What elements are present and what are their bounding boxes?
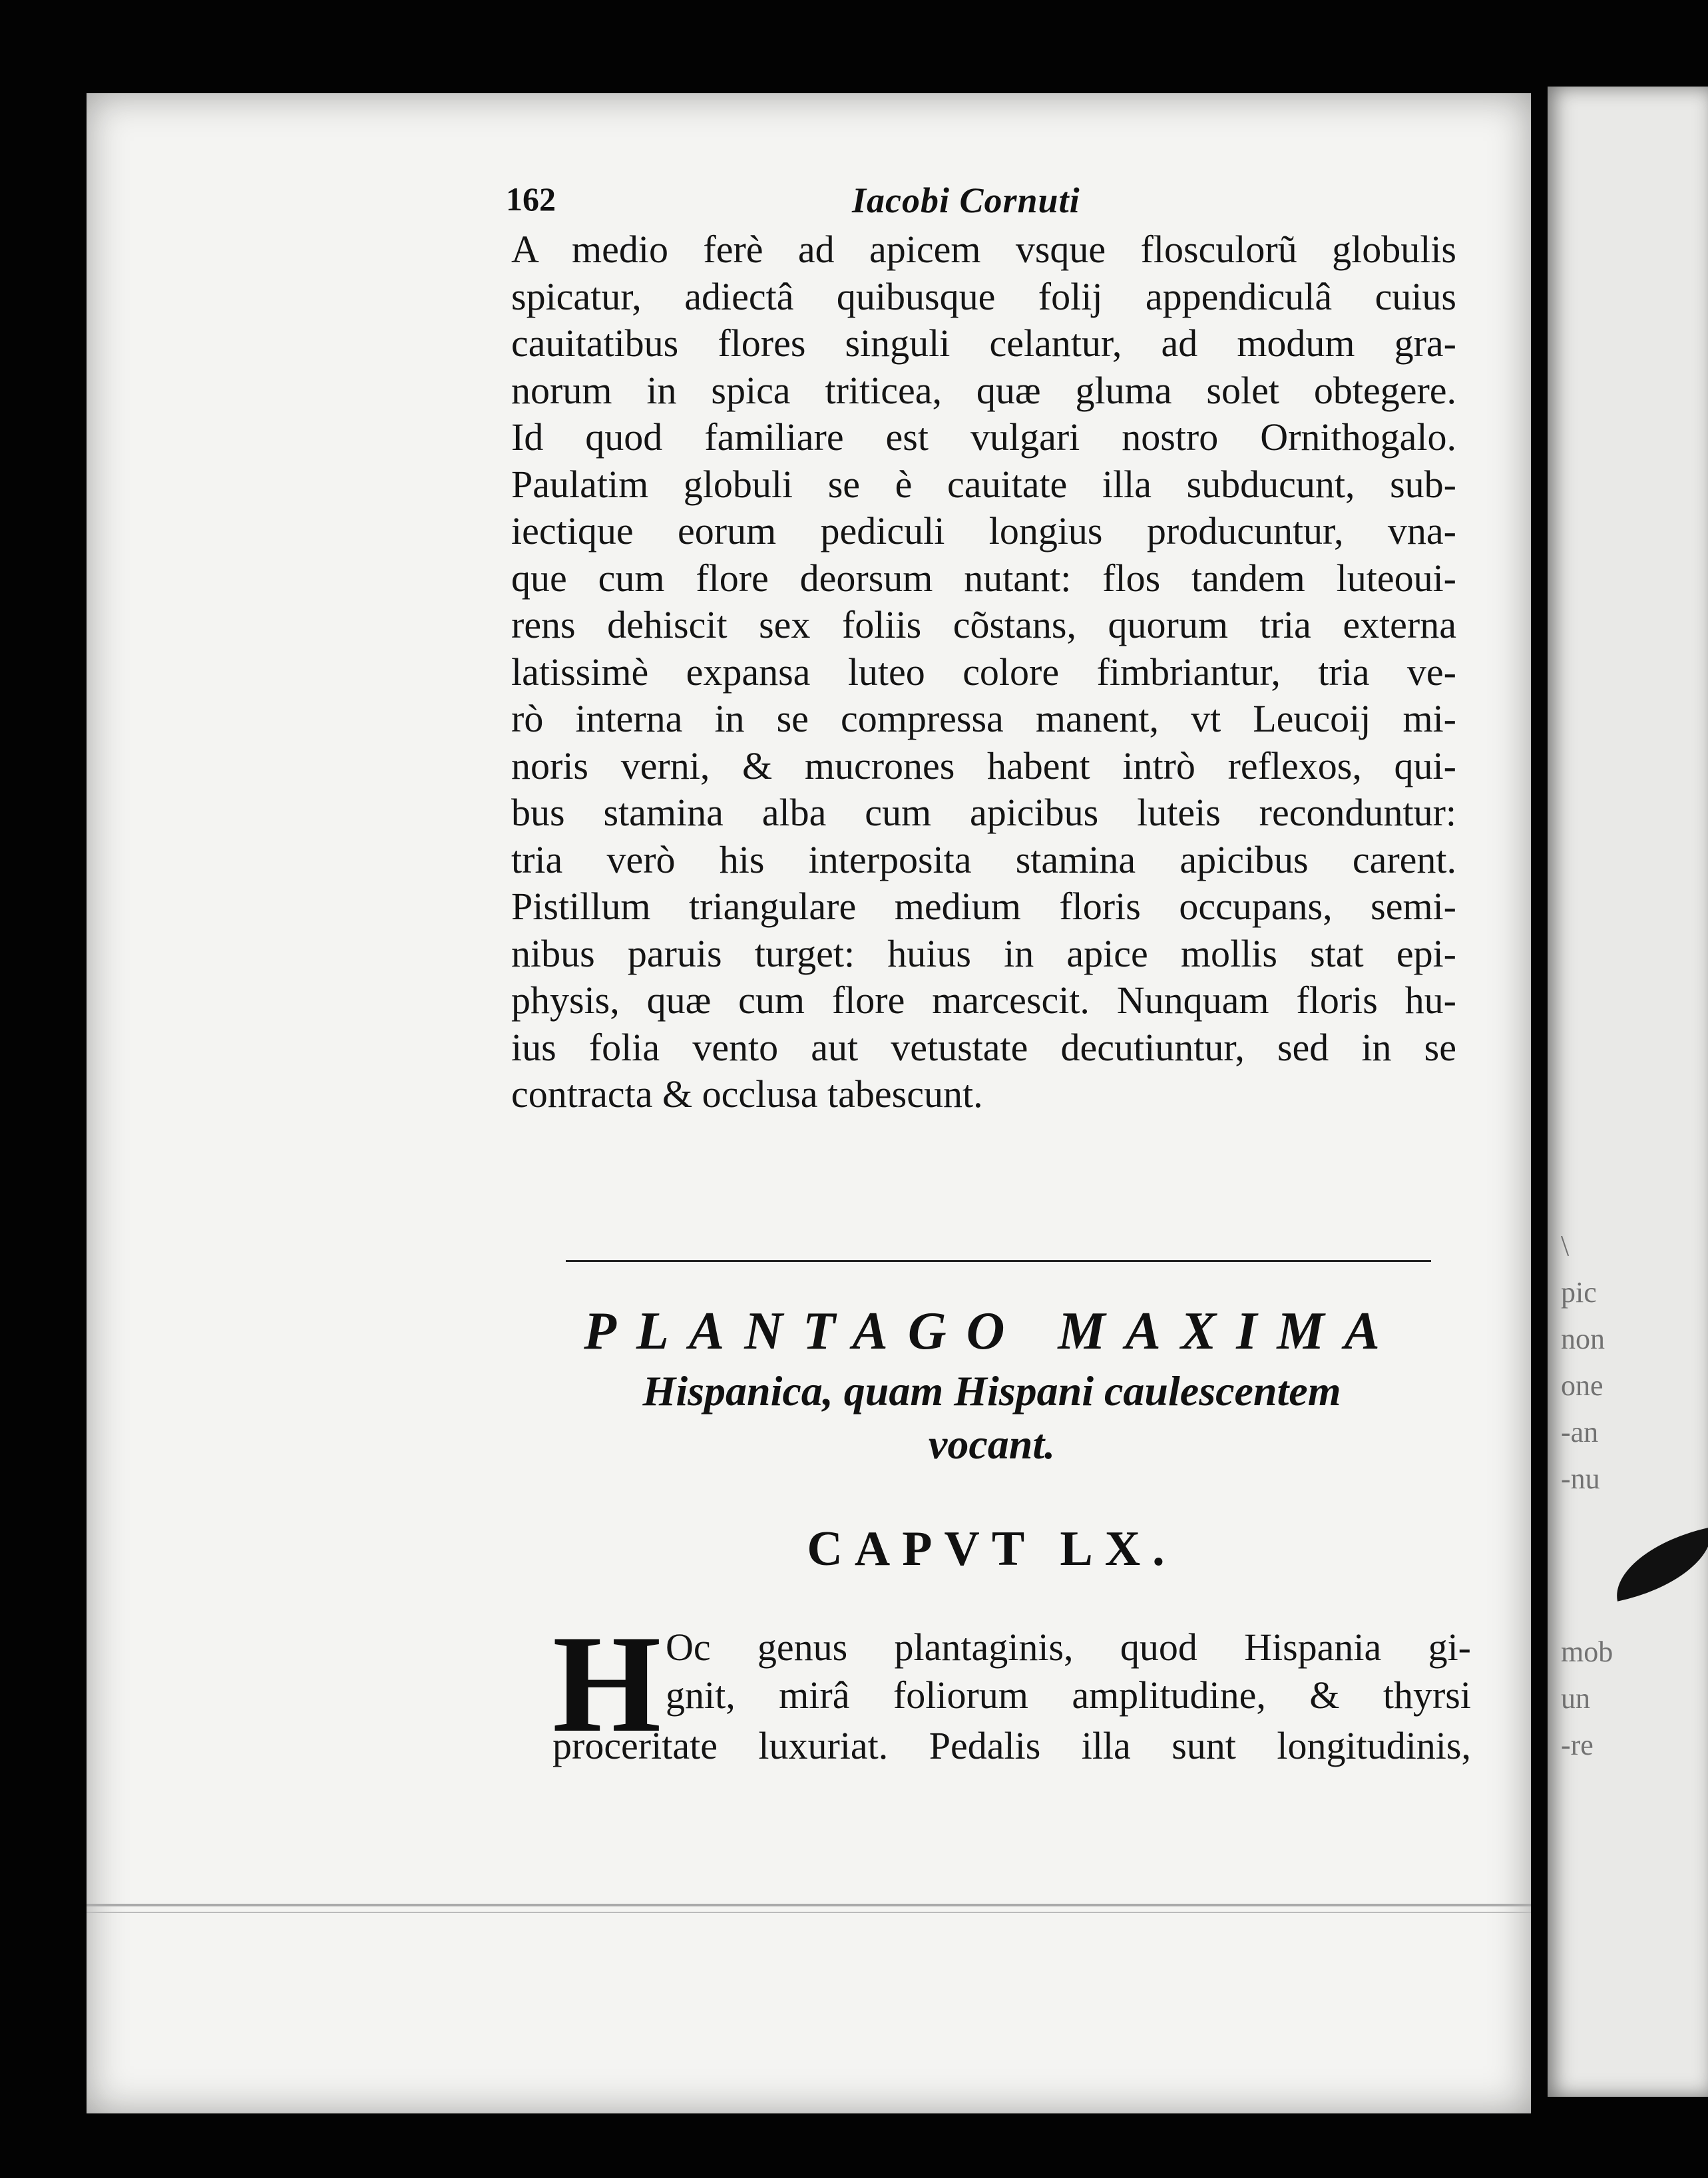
text-line: norum in spica triticea, quæ gluma solet obtegere. <box>511 368 1456 412</box>
ink-blot-illustration <box>1606 1527 1708 1602</box>
text-line: Id quod familiare est vulgari nostro Ornithogalo. <box>511 415 1456 459</box>
text-line: tria verò his interposita stamina apicibus carent. <box>511 837 1456 881</box>
chapter-number: CAPVT LX. <box>807 1522 1177 1576</box>
running-head <box>506 180 1464 233</box>
chapter-title <box>519 1298 1464 1471</box>
chapter-title-line: PLANTAGO MAXIMA <box>584 1302 1400 1361</box>
text-line: rens dehiscit sex foliis cõstans, quorum tria externa <box>511 603 1456 646</box>
drop-cap: H <box>552 1607 662 1761</box>
text-line: proceritate luxuriat. Pedalis illa sunt longitudinis, <box>552 1724 1471 1767</box>
text-line: Oc genus plantaginis, quod Hispania gi- <box>666 1626 1471 1669</box>
bleed-text: non <box>1561 1323 1605 1355</box>
text-line: noris verni, & mucrones habent intrò reflexos, qui- <box>511 744 1456 787</box>
text-line: latissimè expansa luteo colore fimbriantur, tria ve- <box>511 650 1456 694</box>
bleed-text: one <box>1561 1369 1603 1402</box>
adjacent-page-edge <box>1548 87 1708 2097</box>
bleed-text: pic <box>1561 1276 1597 1309</box>
text-line: contracta & occlusa tabescunt. <box>511 1072 983 1116</box>
bleed-text: -an <box>1561 1416 1599 1448</box>
section-divider <box>566 1260 1431 1262</box>
scan-artifact-line <box>87 1912 1531 1913</box>
text-line: A medio ferè ad apicem vsque flosculorũ globulis <box>511 228 1456 271</box>
text-line: Pistillum triangulare medium floris occupans, semi- <box>511 885 1456 928</box>
text-line: gnit, mirâ foliorum amplitudine, & thyrsi <box>666 1673 1471 1717</box>
text-line: physis, quæ cum flore marcescit. Nunquam floris hu- <box>511 979 1456 1022</box>
body-paragraph <box>511 226 1456 1118</box>
text-line: spicatur, adiectâ quibusque folij appendiculâ cuius <box>511 274 1456 318</box>
scan-artifact-line <box>87 1904 1531 1906</box>
text-line: que cum flore deorsum nutant: flos tandem luteoui- <box>511 556 1456 600</box>
text-line: bus stamina alba cum apicibus luteis reconduntur: <box>511 791 1456 834</box>
text-line: cauitatibus flores singuli celantur, ad modum gra- <box>511 322 1456 365</box>
text-line: ius folia vento aut vetustate decutiuntur, sed in se <box>511 1025 1456 1069</box>
text-line: iectique eorum pediculi longius producuntur, vna- <box>511 509 1456 552</box>
text-line: rò interna in se compressa manent, vt Leucoij mi- <box>511 697 1456 740</box>
chapter-title-line: vocant. <box>928 1420 1056 1468</box>
bleed-text: mob <box>1561 1635 1613 1668</box>
chapter-title-line: Hispanica, quam Hispani caulescentem <box>642 1367 1341 1415</box>
bleed-text: un <box>1561 1682 1590 1715</box>
text-line: Paulatim globuli se è cauitate illa subducunt, sub- <box>511 462 1456 506</box>
bleed-text: \ <box>1561 1229 1570 1262</box>
running-title: Iacobi Cornuti <box>852 180 1080 220</box>
bleed-text: -re <box>1561 1729 1594 1761</box>
text-line: nibus paruis turget: huius in apice mollis stat epi- <box>511 931 1456 975</box>
bleed-text: -nu <box>1561 1462 1600 1495</box>
chapter-paragraph <box>552 1607 1471 1804</box>
page-number: 162 <box>506 180 556 218</box>
